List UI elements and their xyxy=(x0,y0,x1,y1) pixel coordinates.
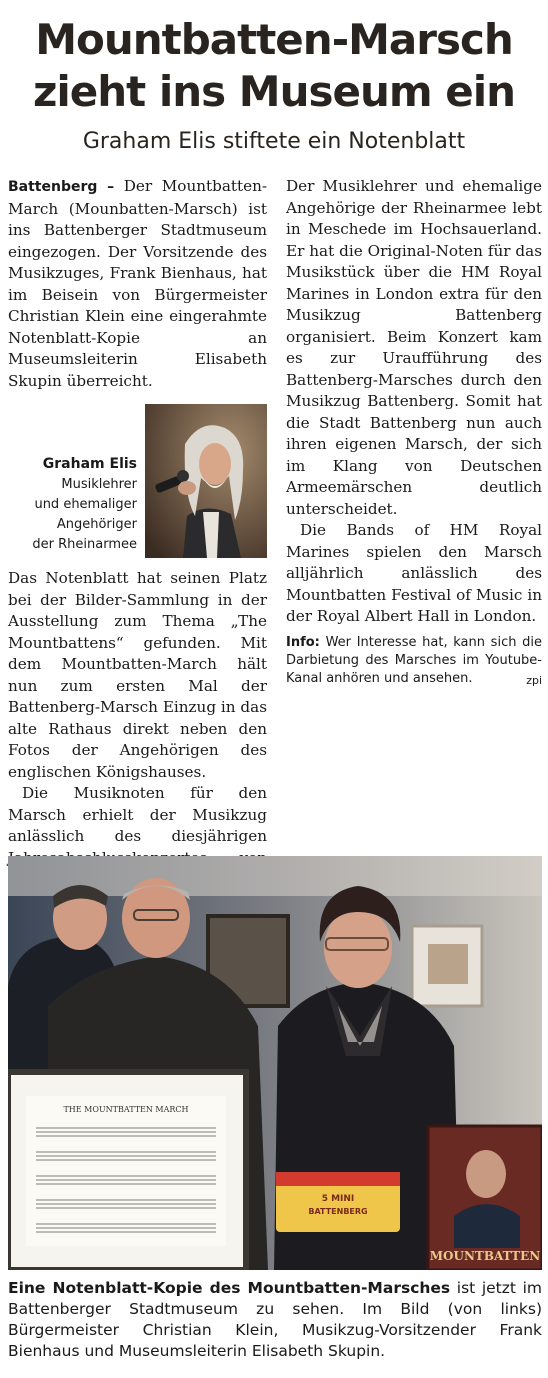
info-label: Info: xyxy=(286,634,320,650)
portrait-block xyxy=(8,404,267,558)
headline-line-2: zieht ins Museum ein xyxy=(32,67,516,116)
info-text: Wer Interesse hat, kann sich die Darbietung des Marsches im Youtube-Kanal anhören und ansehen. xyxy=(286,634,542,686)
article-paragraph-4: Der Musiklehrer und ehemalige Angehörige der Rheinarmee lebt in Meschede im Hochsauerland. Er hat die Original-Noten für das Musikstück über die HM Royal Marines in London extra für den Musikzug Battenberg organisiert. Beim Konzert kam es zur Uraufführung des Battenberg-Marsches durch den Musikzug Battenberg. Somit hat die Stadt Battenberg nun auch ihren eigenen Marsch, der sich im Klang von Deutschen Armeemärschen deutlich unterscheidet. xyxy=(286,177,542,518)
sheet-title: THE MOUNTBATTEN MARCH xyxy=(63,1105,189,1114)
photo-caption xyxy=(8,1278,542,1362)
portrait-photo xyxy=(145,404,267,558)
author-tag: zpi xyxy=(526,673,542,687)
article-paragraph-5: Die Bands of HM Royal Marines spielen den Marsch alljährlich anlässlich des Mountbatten Festival of Music in der Royal Albert Hall in London. xyxy=(286,521,542,625)
article-column-right xyxy=(286,176,542,690)
box-label: BATTENBERG xyxy=(308,1207,368,1216)
book-title: MOUNTBATTEN xyxy=(429,1249,541,1263)
box-brand: 5 MINI xyxy=(321,1194,355,1204)
headline xyxy=(0,14,548,118)
article-paragraph-1: Battenberg – Der Mountbatten-March (Mounbatten-Marsch) ist ins Battenberger Stadtmuseum eingezogen. Der Vorsitzende des Musikzuges, Frank Bienhaus, hat im Beisein von Bürgermeister Christian Klein eine eingerahmte Notenblatt-Kopie an Museumsleiterin Elisabeth Skupin überreicht. xyxy=(8,177,267,390)
portrait-caption: Graham Elis Musiklehrer und ehemaliger Angehöriger der Rheinarmee xyxy=(32,456,137,552)
info-box xyxy=(286,634,542,690)
subheadline: Graham Elis stiftete ein Notenblatt xyxy=(82,129,466,154)
headline-line-1: Mountbatten-Marsch xyxy=(35,15,513,64)
photo-caption-lead: Eine Notenblatt-Kopie des Mountbatten-Marsches xyxy=(8,1279,451,1297)
museum-photo xyxy=(8,856,542,1270)
photo-caption-text: ist jetzt im Battenberger Stadtmuseum zu sehen. Im Bild (von links) Bürgermeister Christian Klein, Musikzug-Vorsitzender Frank Bienhaus und Museumsleiterin Elisabeth Skupin. xyxy=(8,1279,542,1360)
portrait-name: Graham Elis xyxy=(42,456,137,472)
dateline: Battenberg – xyxy=(8,179,124,195)
article-paragraph-2: Das Notenblatt hat seinen Platz bei der Bilder-Sammlung in der Ausstellung zum Thema „The Mountbattens“ gefunden. Mit dem Mountbatten-March hält nun zum ersten Mal der Battenberg-Marsch Einzug in das alte Rathaus direkt neben den Fotos der Angehörigen des englischen Königshauses. xyxy=(8,569,267,781)
article-column-left xyxy=(8,176,267,891)
article-paragraph-3: Die Musiknoten für den Marsch erhielt der Musikzug anlässlich des diesjährigen xyxy=(8,784,267,845)
